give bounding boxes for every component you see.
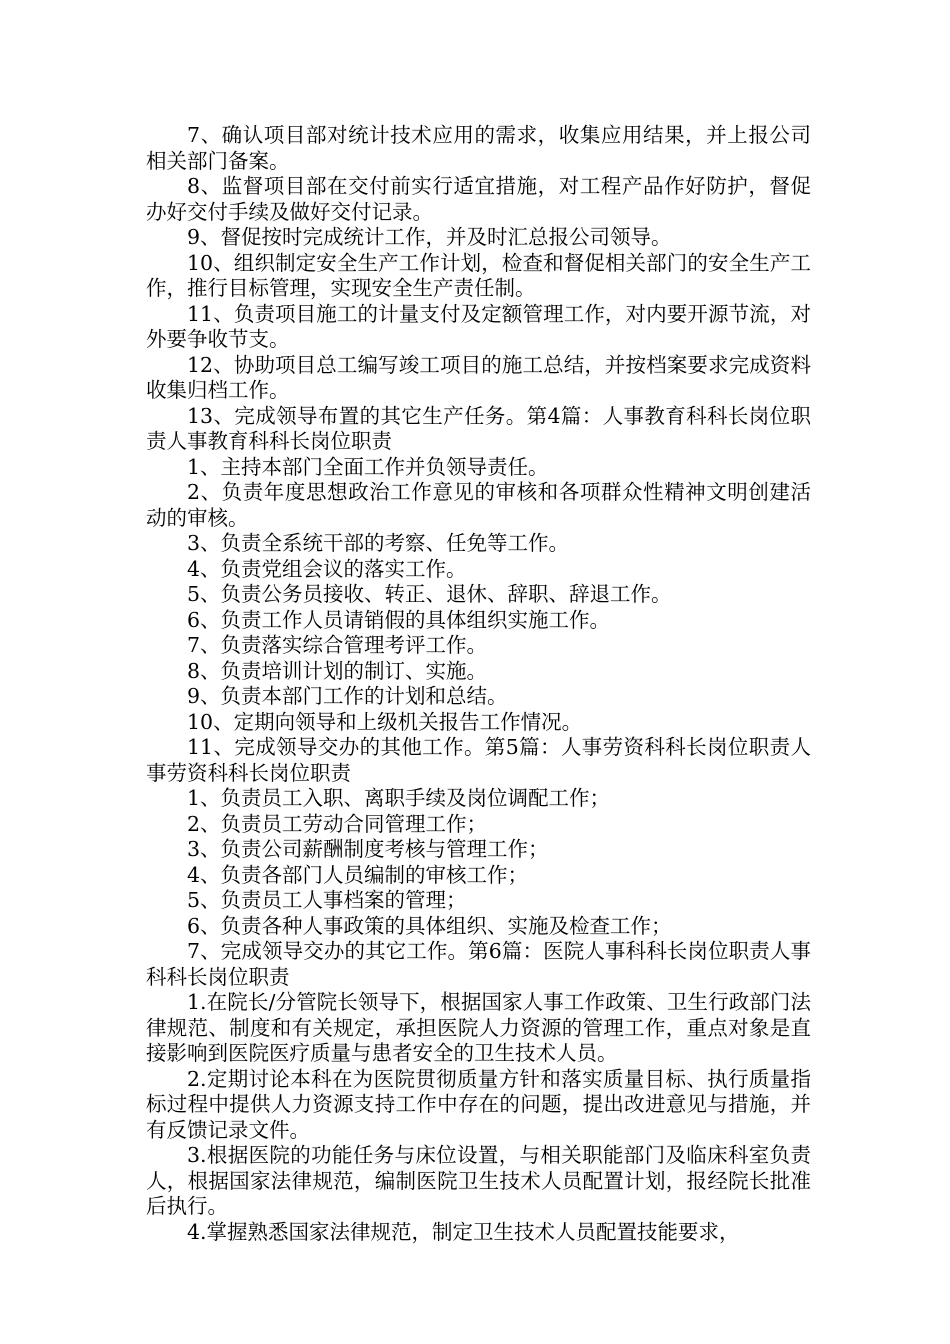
paragraph: 5、负责员工人事档案的管理； — [187, 888, 467, 912]
paragraph: 6、负责工作人员请销假的具体组织实施工作。 — [187, 607, 611, 632]
paragraph: 13、完成领导布置的其它生产任务。第4篇：人事教育科科长岗位职责人事教育科科长岗位职责 — [146, 403, 811, 453]
paragraph: 4、负责各部门人员编制的审核工作； — [187, 862, 529, 887]
paragraph: 3、负责全系统干部的考察、任免等工作。 — [187, 531, 570, 555]
paragraph: 12、协助项目总工编写竣工项目的施工总结，并按档案要求完成资料收集归档工作。 — [146, 352, 811, 402]
paragraph: 1、负责员工入职、离职手续及岗位调配工作； — [187, 786, 611, 810]
paragraph: 4、负责党组会议的落实工作。 — [187, 556, 467, 581]
paragraph: 7、确认项目部对统计技术应用的需求，收集应用结果，并上报公司相关部门备案。 — [146, 123, 811, 173]
paragraph: 7、完成领导交办的其它工作。第6篇：医院人事科科长岗位职责人事科科长岗位职责 — [146, 939, 811, 989]
paragraph: 3、负责公司薪酬制度考核与管理工作； — [187, 837, 549, 861]
paragraph: 8、负责培训计划的制订、实施。 — [187, 658, 488, 683]
paragraph: 3.根据医院的功能任务与床位设置，与相关职能部门及临床科室负责人，根据国家法律规范，编制医院卫生技术人员配置计划，报经院长批准后执行。 — [146, 1143, 811, 1218]
paragraph: 7、负责落实综合管理考评工作。 — [187, 633, 488, 657]
paragraph: 11、完成领导交办的其他工作。第5篇：人事劳资科科长岗位职责人事劳资科科长岗位职责 — [146, 735, 811, 785]
paragraph: 4.掌握熟悉国家法律规范，制定卫生技术人员配置技能要求， — [187, 1219, 740, 1244]
paragraph: 2.定期讨论本科在为医院贯彻质量方针和落实质量目标、执行质量指标过程中提供人力资源支持工作中存在的问题，提出改进意见与措施，并有反馈记录文件。 — [146, 1066, 811, 1142]
paragraph: 2、负责年度思想政治工作意见的审核和各项群众性精神文明创建活动的审核。 — [146, 480, 811, 530]
paragraph: 1、主持本部门全面工作并负领导责任。 — [187, 454, 549, 479]
paragraph: 1.在院长/分管院长领导下，根据国家人事工作政策、卫生行政部门法律规范、制度和有关规定，承担医院人力资源的管理工作，重点对象是直接影响到医院医疗质量与患者安全的卫生技术人员。 — [146, 990, 811, 1065]
paragraph: 9、督促按时完成统计工作，并及时汇总报公司领导。 — [187, 225, 672, 249]
paragraph: 6、负责各种人事政策的具体组织、实施及检查工作； — [187, 913, 672, 938]
paragraph: 9、负责本部门工作的计划和总结。 — [187, 684, 508, 708]
paragraph: 10、定期向领导和上级机关报告工作情况。 — [187, 709, 583, 734]
paragraph: 5、负责公务员接收、转正、退休、辞职、辞退工作。 — [187, 582, 672, 606]
paragraph: 8、监督项目部在交付前实行适宜措施，对工程产品作好防护，督促办好交付手续及做好交付记录。 — [146, 174, 811, 224]
paragraph: 11、负责项目施工的计量支付及定额管理工作，对内要开源节流，对外要争收节支。 — [146, 301, 811, 351]
paragraph: 2、负责员工劳动合同管理工作； — [187, 811, 488, 836]
document-page — [146, 123, 811, 1245]
paragraph: 10、组织制定安全生产工作计划，检查和督促相关部门的安全生产工作，推行目标管理，实现安全生产责任制。 — [146, 250, 811, 300]
